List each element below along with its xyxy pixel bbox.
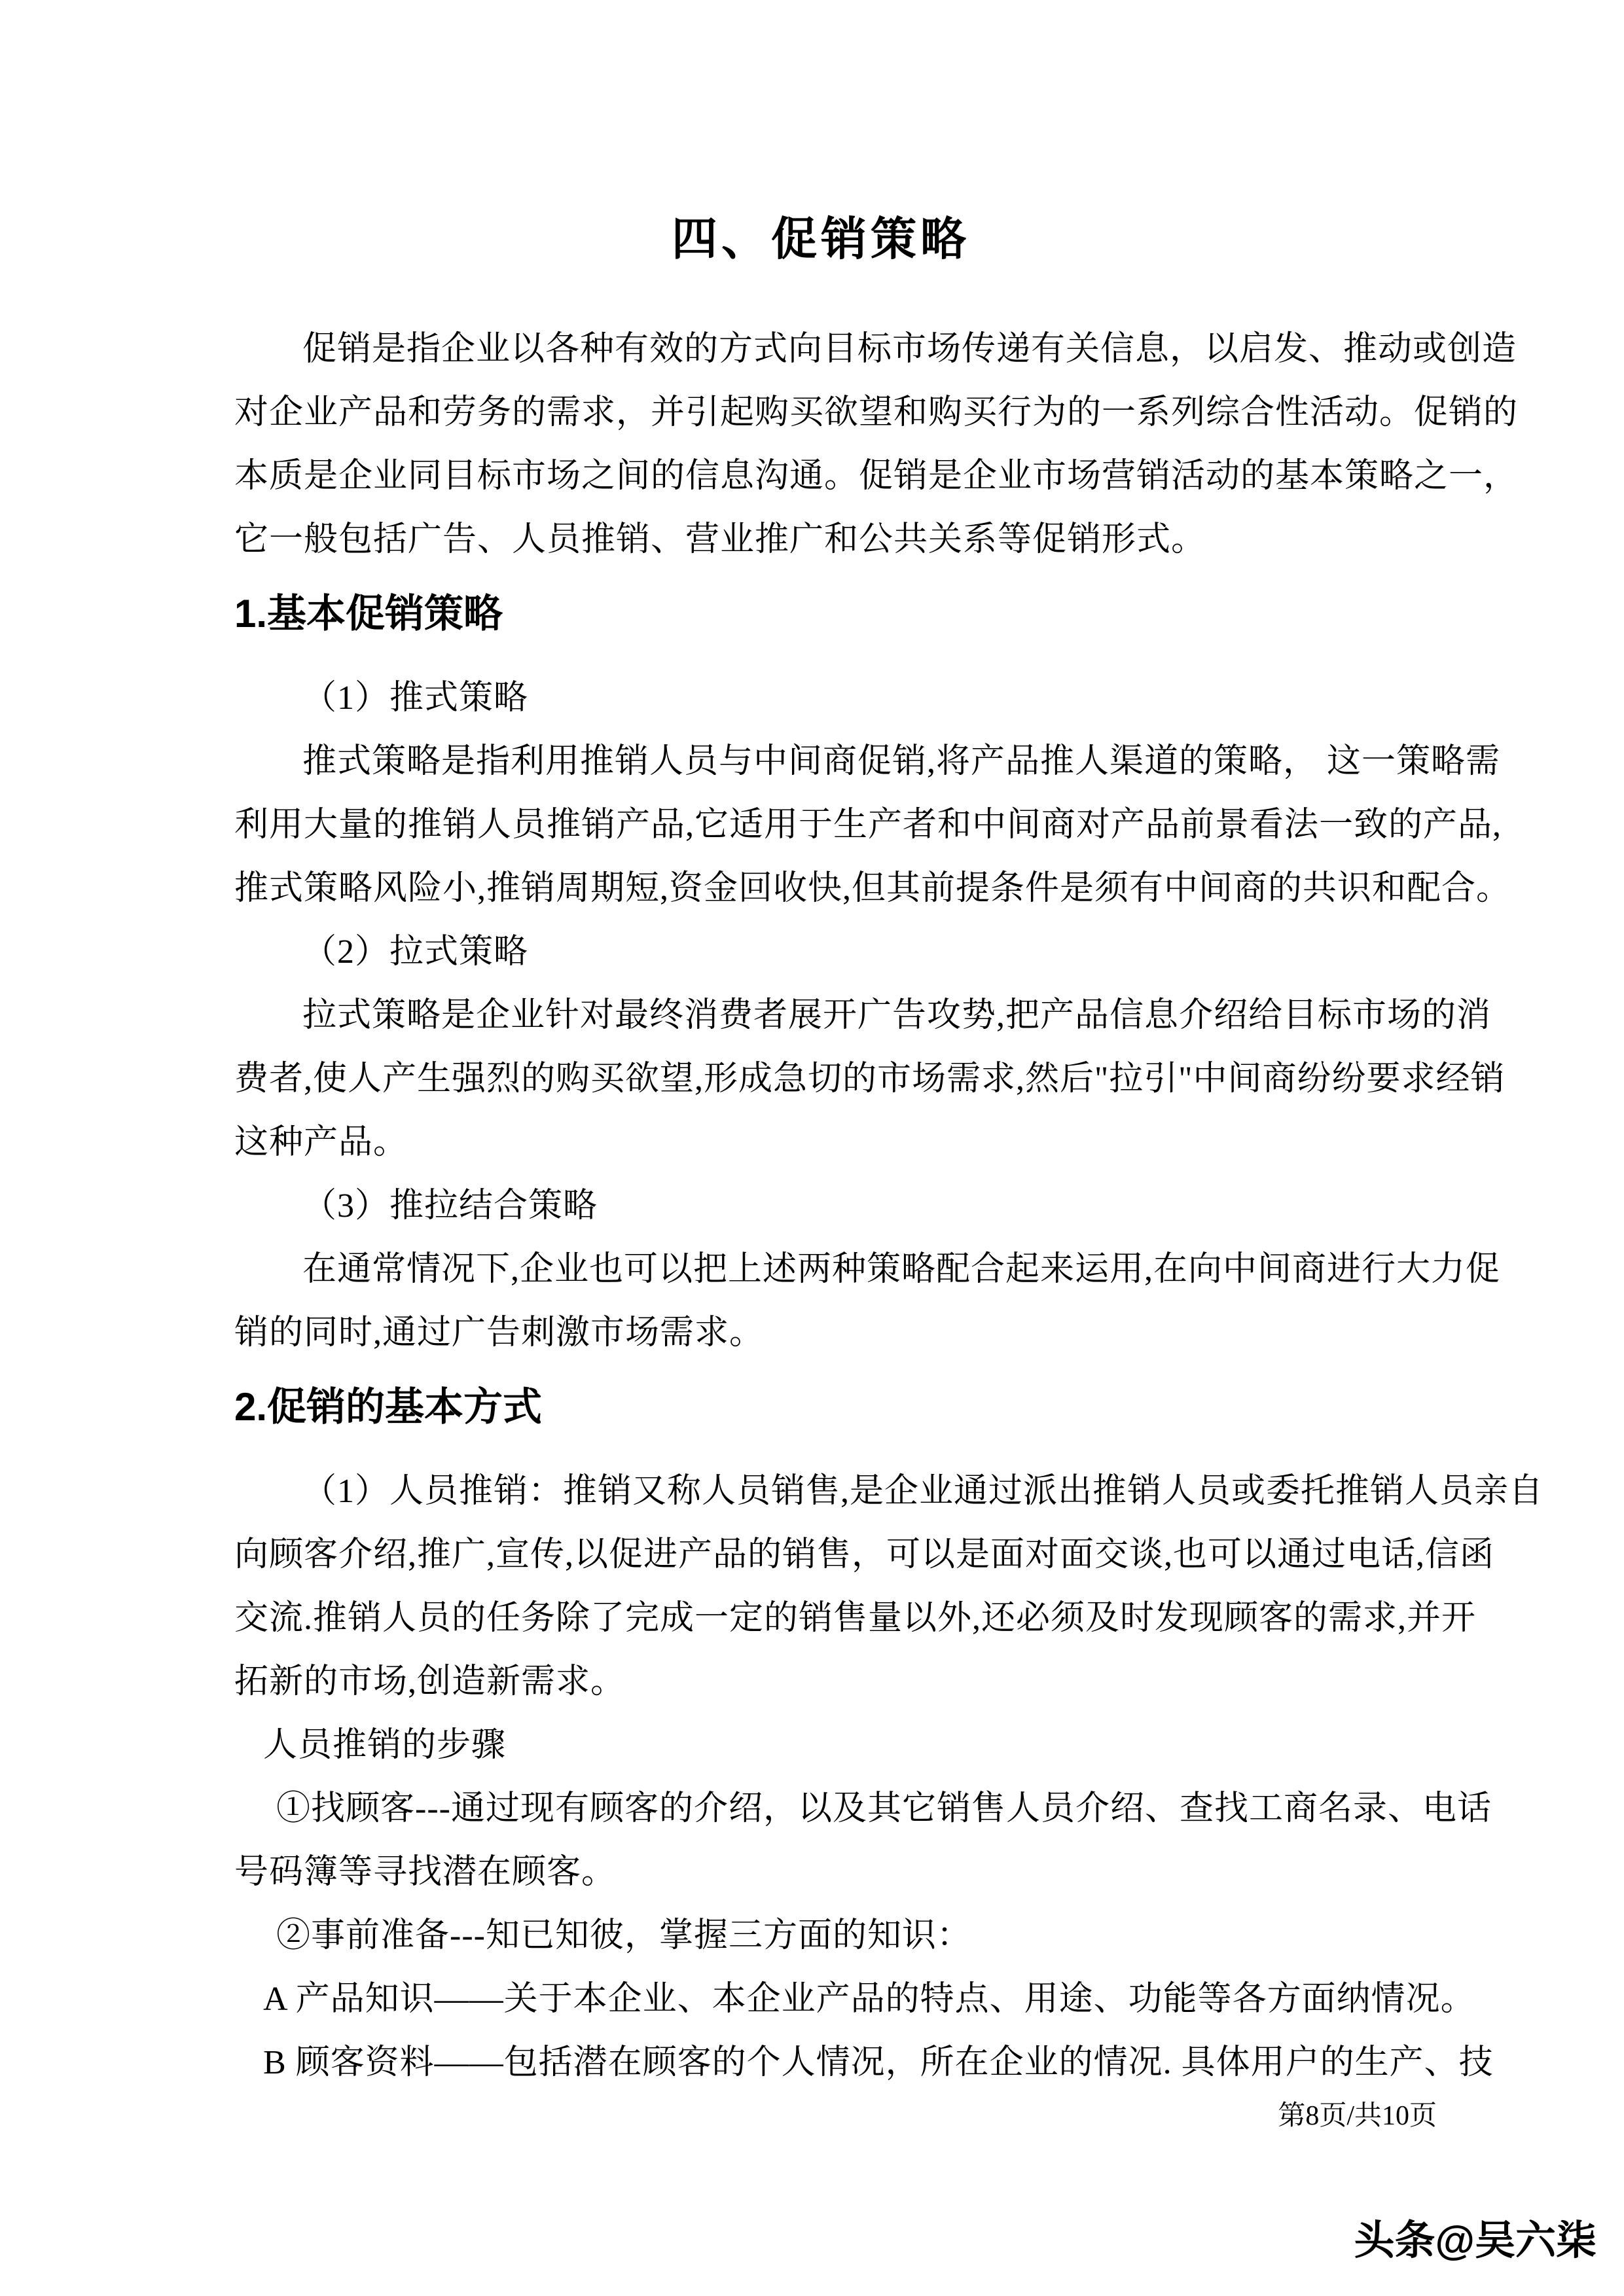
paragraph-line: 推式策略风险小,推销周期短,资金回收快,但其前提条件是须有中间商的共识和配合。 xyxy=(234,870,1511,907)
document-body xyxy=(234,317,1544,2094)
paragraph-line: 销的同时,通过广告刺激市场需求。 xyxy=(234,1314,765,1352)
paragraph-line: 推式策略是指利用推销人员与中间商促销,将产品推人渠道的策略， 这一策略需 xyxy=(302,743,1501,780)
page-title: 四、促销策略 xyxy=(672,213,970,264)
page-number-footer: 第8页/共10页 xyxy=(1278,2101,1437,2131)
section-heading: 1.基本促销策略 xyxy=(234,592,503,636)
paragraph-line: A 产品知识——关于本企业、本企业产品的特点、用途、功能等各方面纳情况。 xyxy=(263,1981,1475,2018)
paragraph-line: 拓新的市场,创造新需求。 xyxy=(234,1663,626,1700)
paragraph-line: 拉式策略是企业针对最终消费者展开广告攻势,把产品信息介绍给目标市场的消 xyxy=(302,997,1492,1034)
paragraph-line: 向顾客介绍,推广,宣传,以促进产品的销售，可以是面对面交谈,也可以通过电话,信函 xyxy=(234,1536,1495,1573)
paragraph-line: ②事前准备---知已知彼，掌握三方面的知识： xyxy=(276,1917,971,1954)
paragraph-line: （3）推拉结合策略 xyxy=(302,1187,598,1225)
paragraph-line: 这种产品。 xyxy=(234,1124,408,1161)
section-heading: 2.促销的基本方式 xyxy=(234,1385,543,1429)
paragraph-line: （1）推式策略 xyxy=(302,679,529,717)
paragraph-line: 人员推销的步骤 xyxy=(263,1727,507,1764)
paragraph-line: （1）人员推销：推销又称人员销售,是企业通过派出推销人员或委托推销人员亲自 xyxy=(302,1473,1544,1510)
document-content xyxy=(234,209,1544,2094)
paragraph-line: 费者,使人产生强烈的购买欲望,形成急切的市场需求,然后"拉引"中间商纷纷要求经销 xyxy=(234,1060,1506,1098)
paragraph-line: ①找顾客---通过现有顾客的介绍，以及其它销售人员介绍、查找工商名录、电话 xyxy=(276,1790,1492,1827)
paragraph-line: 在通常情况下,企业也可以把上述两种策略配合起来运用,在向中间商进行大力促 xyxy=(302,1251,1501,1288)
watermark-text: 头条@吴六柒 xyxy=(1354,2218,1597,2263)
paragraph-line: 促销是指企业以各种有效的方式向目标市场传递有关信息，以启发、推动或创造 xyxy=(302,331,1517,368)
paragraph-line: B 顾客资料——包括潜在顾客的个人情况，所在企业的情况. 具体用户的生产、技 xyxy=(263,2044,1494,2081)
paragraph-line: 号码簿等寻找潜在顾客。 xyxy=(234,1854,617,1891)
paragraph-line: 它一般包括广告、人员推销、营业推广和公共关系等促销形式。 xyxy=(234,521,1206,558)
paragraph-line: 本质是企业同目标市场之间的信息沟通。促销是企业市场营销活动的基本策略之一， xyxy=(234,457,1519,495)
paragraph-line: 交流.推销人员的任务除了完成一定的销售量以外,还必须及时发现顾客的需求,并开 xyxy=(234,1600,1477,1637)
paragraph-line: 对企业产品和劳务的需求，并引起购买欲望和购买行为的一系列综合性活动。促销的 xyxy=(234,394,1519,431)
paragraph-line: （2）拉式策略 xyxy=(302,933,529,971)
paragraph-line: 利用大量的推销人员推销产品,它适用于生产者和中间商对产品前景看法一致的产品, xyxy=(234,806,1502,844)
